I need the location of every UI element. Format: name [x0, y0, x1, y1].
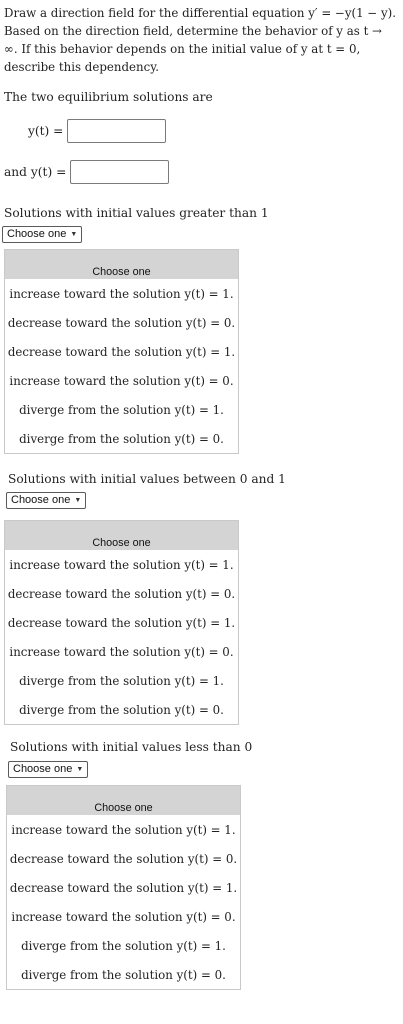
option-3[interactable]: increase toward the solution y(t) = 0.: [9, 644, 234, 659]
dropdown-less-than-0: [6, 785, 241, 990]
section-label-between-0-and-1: Solutions with initial values between 0 and 1: [8, 472, 286, 486]
problem-statement: Draw a direction field for the differential equation y′ = −y(1 − y). Based on the direction field, determine the behavior of y as t → ∞. If this behavior depends on the initial value of y at t = 0, describe this dependency.: [4, 6, 397, 74]
option-5[interactable]: diverge from the solution y(t) = 0.: [19, 431, 224, 446]
select-less-than-0[interactable]: [8, 761, 88, 778]
dropdown-between-0-and-1: [4, 520, 239, 725]
option-1[interactable]: decrease toward the solution y(t) = 0.: [9, 851, 238, 866]
equilibrium-label-2: y(t) =: [30, 165, 67, 179]
dropdown-header: [5, 521, 238, 550]
chevron-down-icon: ▼: [74, 497, 82, 504]
option-5[interactable]: diverge from the solution y(t) = 0.: [19, 702, 224, 717]
equilibrium-answer-1[interactable]: [67, 119, 166, 143]
dropdown-greater-than-1: [4, 249, 239, 454]
dropdown-header-label: Choose one: [92, 537, 151, 549]
option-0[interactable]: increase toward the solution y(t) = 1.: [9, 286, 234, 301]
select-greater-than-1[interactable]: [2, 226, 82, 243]
option-2[interactable]: decrease toward the solution y(t) = 1.: [7, 344, 236, 359]
option-2[interactable]: decrease toward the solution y(t) = 1.: [9, 880, 238, 895]
option-4[interactable]: diverge from the solution y(t) = 1.: [19, 402, 224, 417]
option-0[interactable]: increase toward the solution y(t) = 1.: [11, 822, 236, 837]
dropdown-header-label: Choose one: [92, 266, 151, 278]
option-1[interactable]: decrease toward the solution y(t) = 0.: [7, 315, 236, 330]
select-between-0-and-1[interactable]: [6, 492, 86, 509]
dropdown-header-label: Choose one: [94, 802, 153, 814]
option-3[interactable]: increase toward the solution y(t) = 0.: [9, 373, 234, 388]
equilibrium-row-2: [4, 160, 169, 184]
option-0[interactable]: increase toward the solution y(t) = 1.: [9, 557, 234, 572]
equilibrium-row-1: [28, 119, 166, 143]
section-label-greater-than-1: Solutions with initial values greater than 1: [4, 206, 269, 220]
equilibrium-prefix-2: and: [4, 165, 27, 179]
option-3[interactable]: increase toward the solution y(t) = 0.: [11, 909, 236, 924]
select-value: Choose one: [13, 763, 73, 775]
equilibrium-label-1: y(t) =: [28, 124, 64, 138]
option-4[interactable]: diverge from the solution y(t) = 1.: [21, 938, 226, 953]
chevron-down-icon: ▼: [76, 766, 84, 773]
dropdown-header: [5, 250, 238, 279]
chevron-down-icon: ▼: [70, 231, 78, 238]
equilibrium-answer-2[interactable]: [70, 160, 169, 184]
select-value: Choose one: [11, 494, 71, 506]
section-label-less-than-0: Solutions with initial values less than 0: [10, 740, 253, 754]
select-value: Choose one: [7, 228, 67, 240]
option-1[interactable]: decrease toward the solution y(t) = 0.: [7, 586, 236, 601]
option-4[interactable]: diverge from the solution y(t) = 1.: [19, 673, 224, 688]
equilibrium-intro: The two equilibrium solutions are: [4, 90, 213, 104]
option-5[interactable]: diverge from the solution y(t) = 0.: [21, 967, 226, 982]
option-2[interactable]: decrease toward the solution y(t) = 1.: [7, 615, 236, 630]
dropdown-header: [7, 786, 240, 815]
